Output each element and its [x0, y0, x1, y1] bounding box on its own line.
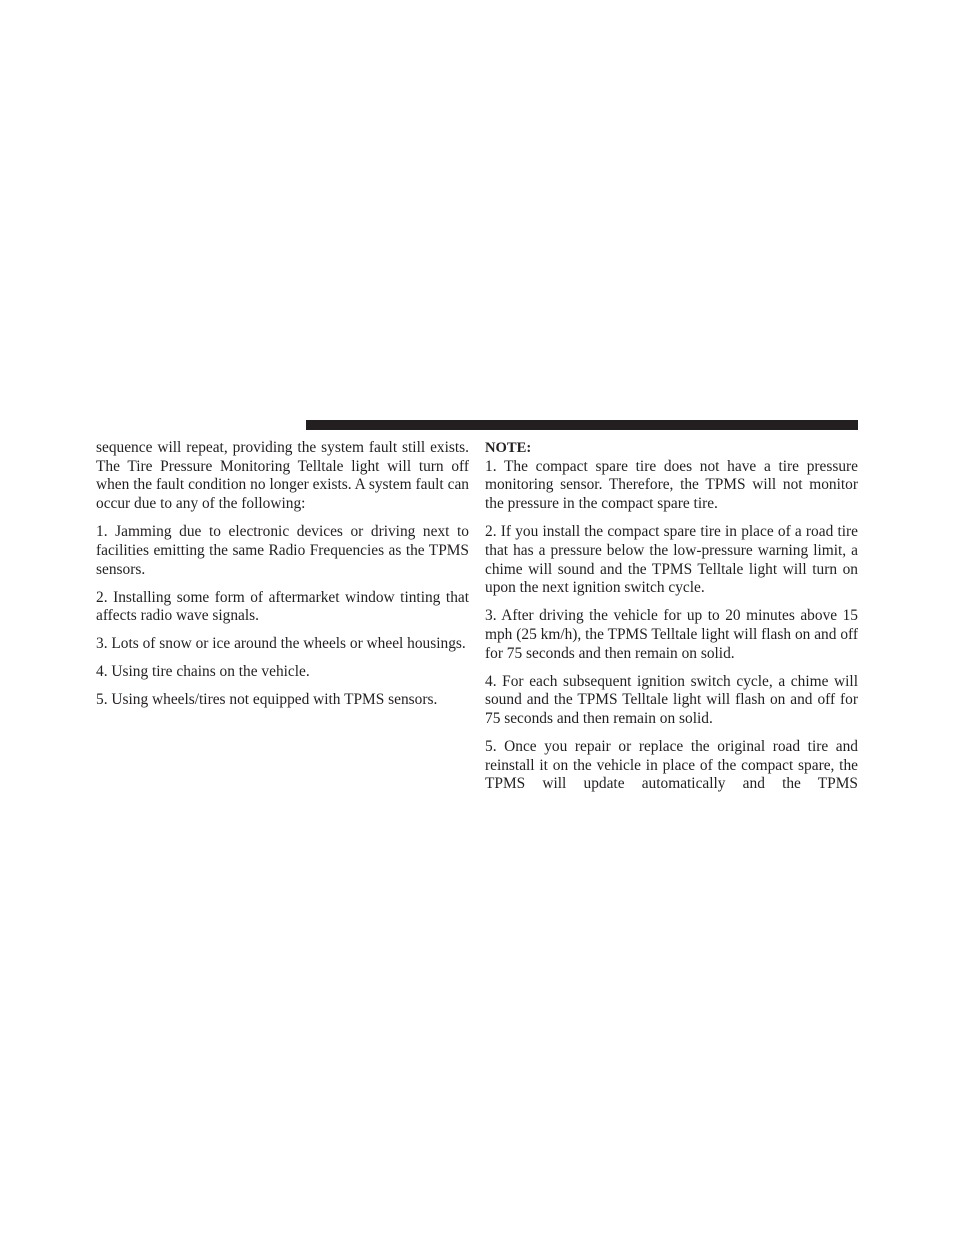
fault-cause-5: 5. Using wheels/tires not equipped with TPMS sensors.: [96, 691, 438, 709]
note-item-5: 5. Once you repair or replace the original road tire and reinstall it on the vehicle in place of the compact spare, the TPMS will update automatically and the TPMS: [485, 738, 858, 793]
note-item-3: 3. After driving the vehicle for up to 20 minutes above 15 mph (25 km/h), the TPMS Telltale light will flash on and off for 75 seconds and then remain on solid.: [485, 607, 858, 662]
fault-cause-2: 2. Installing some form of aftermarket window tinting that affects radio wave signals.: [96, 588, 469, 625]
note-item-4: 4. For each subsequent ignition switch cycle, a chime will sound and the TPMS Telltale light will flash on and off for 75 seconds and then remain on solid.: [485, 672, 858, 728]
left-column: [96, 439, 469, 719]
fault-cause-4: 4. Using tire chains on the vehicle.: [96, 663, 310, 681]
note-heading: NOTE:: [485, 440, 532, 456]
section-header-rule: [306, 420, 858, 430]
fault-cause-3: 3. Lots of snow or ice around the wheels or wheel housings.: [96, 635, 466, 653]
note-item-2: 2. If you install the compact spare tire in place of a road tire that has a pressure below the low-pressure warning limit, a chime will sound and the TPMS Telltale light will turn on upon the next ignition switch cycle.: [485, 523, 858, 597]
right-column: [485, 439, 858, 803]
fault-cause-1: 1. Jamming due to electronic devices or driving next to facilities emitting the same Radio Frequencies as the TPMS sensors.: [96, 523, 469, 578]
note-item-1: 1. The compact spare tire does not have a tire pressure monitoring sensor. Therefore, the TPMS will not monitor the pressure in the compact spare tire.: [485, 457, 858, 513]
intro-paragraph: sequence will repeat, providing the system fault still exists. The Tire Pressure Monitoring Telltale light will turn off when the fault condition no longer exists. A system fault can occur due to any of the following:: [96, 439, 469, 513]
